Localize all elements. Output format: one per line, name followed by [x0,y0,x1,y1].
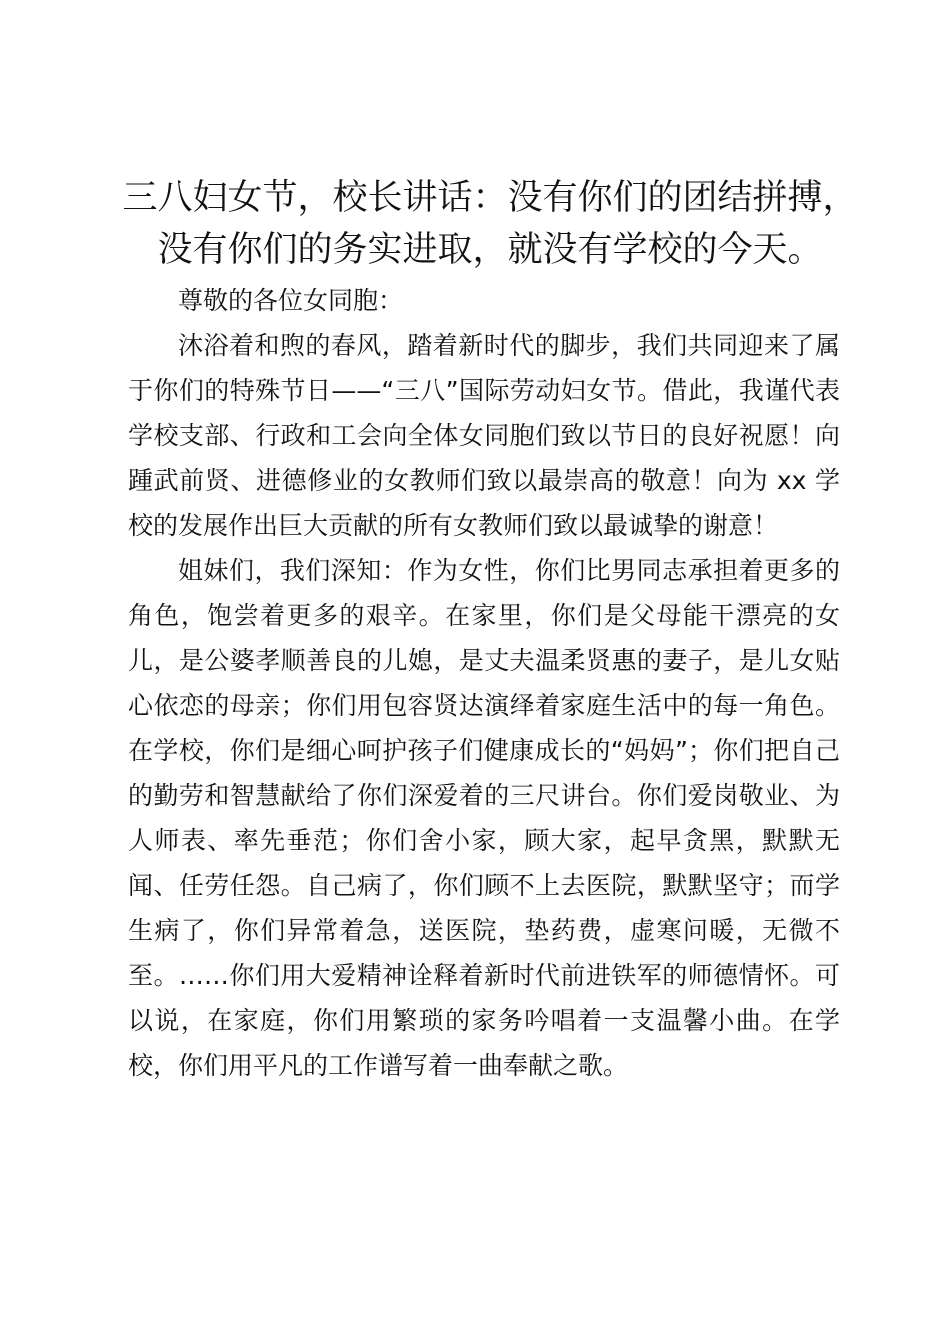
salutation: 尊敬的各位女同胞： [178,286,404,315]
document-body [128,278,840,1088]
paragraph-1: 沐浴着和煦的春风，踏着新时代的脚步，我们共同迎来了属于你们的特殊节日——“三八”国际劳动妇女节。借此，我谨代表学校支部、行政和工会向全体女同胞们致以节日的良好祝愿！向踵武前贤、进德修业的女教师们致以最崇高的敬意！向为 xx 学校的发展作出巨大贡献的所有女教师们致以最诚挚的谢意！ [128,331,840,540]
paragraph-2: 姐妹们，我们深知：作为女性，你们比男同志承担着更多的角色，饱尝着更多的艰辛。在家里，你们是父母能干漂亮的女儿，是公婆孝顺善良的儿媳，是丈夫温柔贤惠的妻子，是儿女贴心依恋的母亲；你们用包容贤达演绎着家庭生活中的每一角色。在学校，你们是细心呵护孩子们健康成长的“妈妈”；你们把自己的勤劳和智慧献给了你们深爱着的三尺讲台。你们爱岗敬业、为人师表、率先垂范；你们舍小家，顾大家，起早贪黑，默默无闻、任劳任怨。自己病了，你们顾不上去医院，默默坚守；而学生病了，你们异常着急，送医院，垫药费，虚寒问暖，无微不至。……你们用大爱精神诠释着新时代前进铁军的师德情怀。可以说，在家庭，你们用繁琐的家务吟唱着一支温馨小曲。在学校，你们用平凡的工作谱写着一曲奉献之歌。 [128,556,840,1080]
document-title: 三八妇女节，校长讲话：没有你们的团结拼搏，没有你们的务实进取，就没有学校的今天。 [122,178,858,270]
